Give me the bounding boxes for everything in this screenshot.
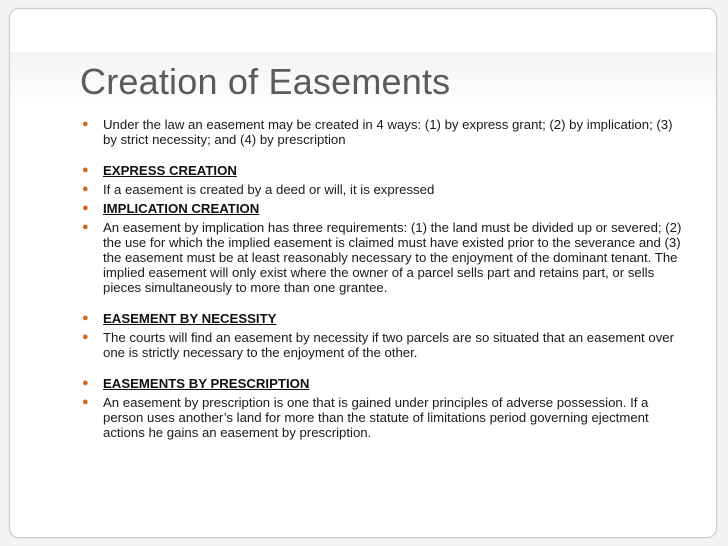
section-heading-necessity: EASEMENT BY NECESSITY bbox=[103, 311, 277, 326]
bullet-icon: ● bbox=[82, 202, 89, 214]
bullet-item-implication bbox=[81, 220, 689, 295]
bullet-item-express bbox=[81, 182, 689, 197]
bullet-icon: ● bbox=[82, 377, 89, 389]
bullet-icon: ● bbox=[82, 396, 89, 408]
bullet-icon: ● bbox=[82, 331, 89, 343]
bullet-icon: ● bbox=[82, 118, 89, 130]
bullet-icon: ● bbox=[82, 221, 89, 233]
bullet-item-necessity-heading bbox=[81, 311, 689, 326]
slide-title: Creation of Easements bbox=[80, 61, 451, 102]
section-heading-implication: IMPLICATION CREATION bbox=[103, 201, 260, 216]
bullet-text: The courts will find an easement by necessity if two parcels are so situated that an easement over one is strictly necessary to the enjoyment of the other. bbox=[103, 330, 675, 360]
section-heading-prescription: EASEMENTS BY PRESCRIPTION bbox=[103, 376, 310, 391]
bullet-icon: ● bbox=[82, 312, 89, 324]
bullet-item-prescription-heading bbox=[81, 376, 689, 391]
bullet-item-necessity bbox=[81, 330, 689, 360]
bullet-item-implication-heading bbox=[81, 201, 689, 216]
bullet-icon: ● bbox=[82, 164, 89, 176]
bullet-item-ways bbox=[81, 117, 689, 147]
bullet-item-prescription bbox=[81, 395, 689, 440]
bullet-text: Under the law an easement may be created in 4 ways: (1) by express grant; (2) by implication; (3) by strict necessity; and (4) by prescription bbox=[103, 117, 673, 147]
bullet-text: An easement by prescription is one that is gained under principles of adverse possession. If a person uses another’s land for more than the statute of limitations period governing ejectment actions he gains an easement by prescription. bbox=[103, 395, 649, 440]
bullet-text: An easement by implication has three requirements: (1) the land must be divided up or severed; (2) the use for which the implied easement is claimed must have existed prior to the severance and (3) the easement must be at least reasonably necessary to the enjoyment of the dominant tenant. The implied easement will only exist where the owner of a parcel sells part and retains part, or sells pieces simultaneously to more than one grantee. bbox=[103, 220, 682, 295]
bullet-item-express-heading bbox=[81, 163, 689, 178]
section-heading-express: EXPRESS CREATION bbox=[103, 163, 237, 178]
bullet-icon: ● bbox=[82, 183, 89, 195]
bullet-text: If a easement is created by a deed or will, it is expressed bbox=[103, 182, 435, 197]
bullet-list bbox=[81, 117, 689, 440]
